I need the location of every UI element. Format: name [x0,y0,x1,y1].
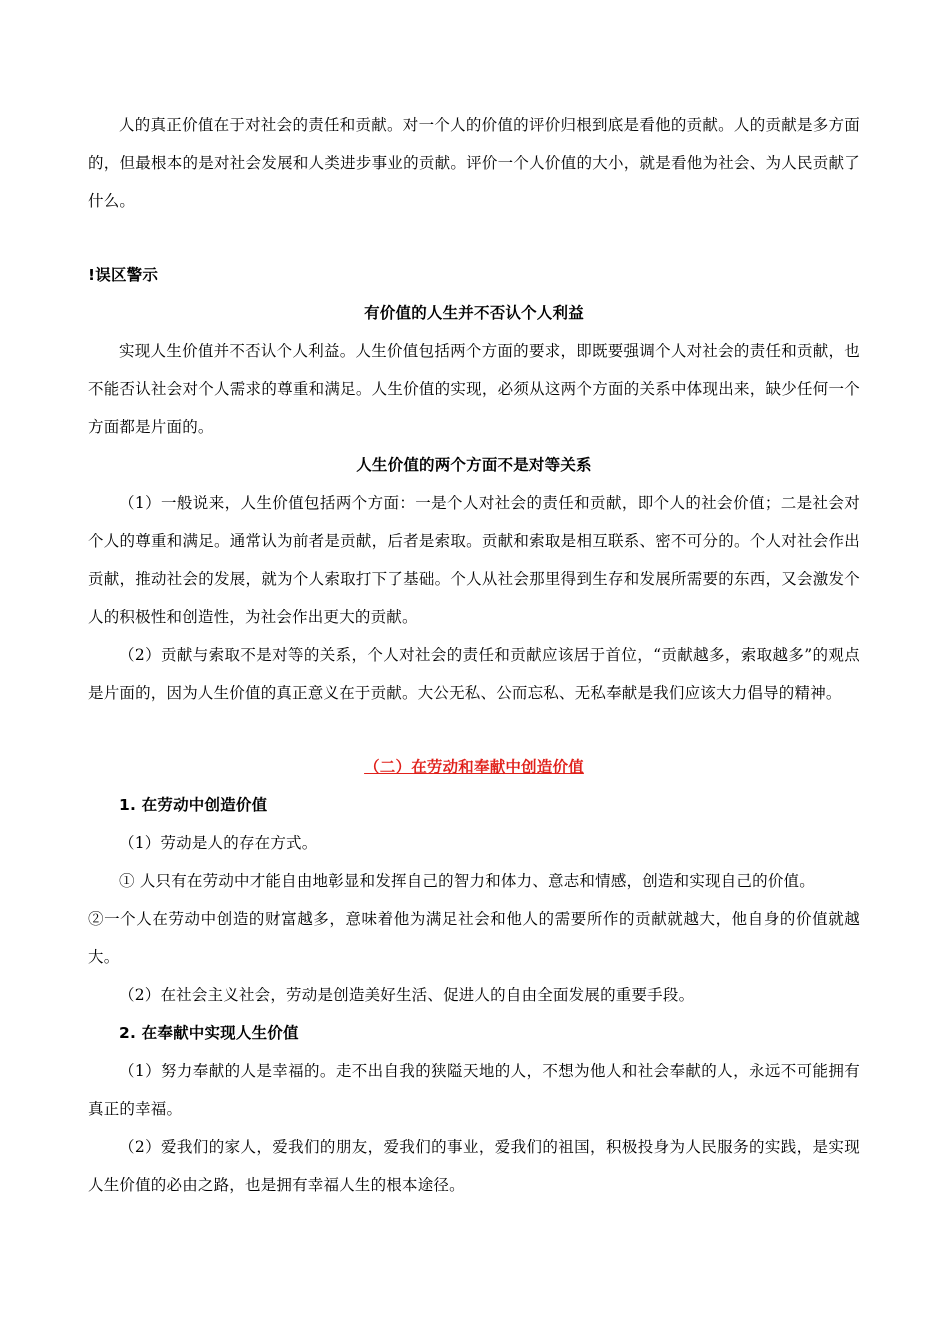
section-title-text: （二）在劳动和奉献中创造价值 [364,758,584,776]
warning-label: !误区警示 [88,266,159,284]
spacer [88,220,860,256]
part1-item1a: ① 人只有在劳动中才能自由地彰显和发挥自己的智力和体力、意志和情感，创造和实现自己的价值。 [119,872,815,890]
part1-heading: 1. 在劳动中创造价值 [119,796,268,814]
warning-paragraph-2a: （1）一般说来，人生价值包括两个方面：一是个人对社会的责任和贡献，即个人的社会价值；二是社会对个人的尊重和满足。通常认为前者是贡献，后者是索取。贡献和索取是相互联系、密不可分的。个人对社会作出贡献，推动社会的发展，就为个人索取打下了基础。个人从社会那里得到生存和发展所需要的东西，又会激发个人的积极性和创造性，为社会作出更大的贡献。 [88,494,860,626]
part1-item1b: ②一个人在劳动中创造的财富越多，意味着他为满足社会和他人的需要所作的贡献就越大，他自身的价值就越大。 [88,910,860,966]
part2-item1: （1）努力奉献的人是幸福的。走不出自我的狭隘天地的人，不想为他人和社会奉献的人，永远不可能拥有真正的幸福。 [88,1062,860,1118]
warning-paragraph-2b: （2）贡献与索取不是对等的关系，个人对社会的责任和贡献应该居于首位，“贡献越多，索取越多”的观点是片面的，因为人生价值的真正意义在于贡献。大公无私、公而忘私、无私奉献是我们应该大力倡导的精神。 [88,646,860,702]
part2-item2: （2）爱我们的家人，爱我们的朋友，爱我们的事业，爱我们的祖国，积极投身为人民服务的实践，是实现人生价值的必由之路，也是拥有幸福人生的根本途径。 [88,1138,860,1194]
warning-paragraph-1: 实现人生价值并不否认个人利益。人生价值包括两个方面的要求，即既要强调个人对社会的责任和贡献，也不能否认社会对个人需求的尊重和满足。人生价值的实现，必须从这两个方面的关系中体现出来，缺少任何一个方面都是片面的。 [88,342,860,436]
warning-title-2: 人生价值的两个方面不是对等关系 [356,456,592,474]
part1-item2: （2）在社会主义社会，劳动是创造美好生活、促进人的自由全面发展的重要手段。 [119,986,695,1004]
spacer [88,712,860,748]
document-page [88,106,860,1204]
warning-title-1: 有价值的人生并不否认个人利益 [364,304,584,322]
part1-item1: （1）劳动是人的存在方式。 [119,834,318,852]
section-title [88,748,860,786]
part2-heading: 2. 在奉献中实现人生价值 [119,1024,299,1042]
intro-paragraph: 人的真正价值在于对社会的责任和贡献。对一个人的价值的评价归根到底是看他的贡献。人的贡献是多方面的，但最根本的是对社会发展和人类进步事业的贡献。评价一个人价值的大小，就是看他为社会、为人民贡献了什么。 [88,116,860,210]
